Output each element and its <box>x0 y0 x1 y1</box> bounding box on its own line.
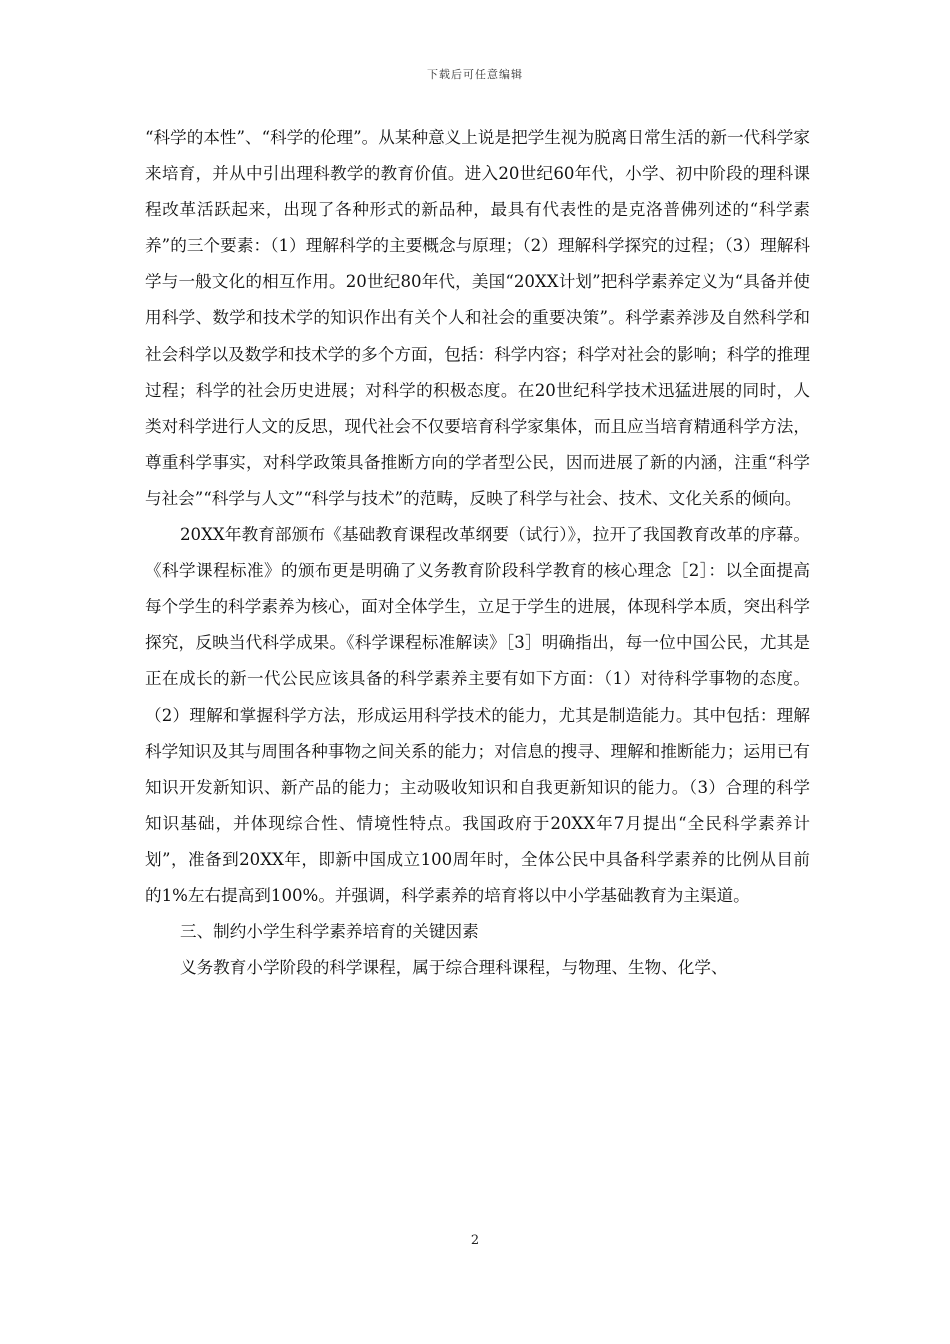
page-header: 下载后可任意编辑 <box>427 68 523 81</box>
paragraph-science-literacy-history: “科学的本性”、“科学的伦理”。从某种意义上说是把学生视为脱离日常生活的新一代科学家来培育，并从中引出理科教学的教育价值。进入20世纪60年代，小学、初中阶段的理科课程改革活跃起来，出现了各种形式的新品种，最具有代表性的是克洛普佛列述的“科学素养”的三个要素：（1）理解科学的主要概念与原理；（2）理解科学探究的过程；（3）理解科学与一般文化的相互作用。20世纪80年代，美国“20XX计划”把科学素养定义为“具备并使用科学、数学和技术学的知识作出有关个人和社会的重要决策”。科学素养涉及自然科学和社会科学以及数学和技术学的多个方面，包括：科学内容；科学对社会的影响；科学的推理过程；科学的社会历史进展；对科学的积极态度。在20世纪科学技术迅猛进展的同时，人类对科学进行人文的反思，现代社会不仅要培育科学家集体，而且应当培育精通科学方法，尊重科学事实，对科学政策具备推断方向的学者型公民，因而进展了新的内涵，注重“科学与社会”“科学与人文”“科学与技术”的范畴，反映了科学与社会、技术、文化关系的倾向。 <box>145 128 810 508</box>
section-heading-key-factors: 三、制约小学生科学素养培育的关键因素 <box>180 922 479 942</box>
document-body <box>145 120 810 986</box>
paragraph-compulsory-education: 义务教育小学阶段的科学课程，属于综合理科课程，与物理、生物、化学、 <box>180 958 728 978</box>
paragraph-curriculum-reform: 20XX年教育部颁布《基础教育课程改革纲要（试行）》，拉开了我国教育改革的序幕。《科学课程标准》的颁布更是明确了义务教育阶段科学教育的核心理念［2］：以全面提高每个学生的科学素养为核心，面对全体学生，立足于学生的进展，体现科学本质，突出科学探究，反映当代科学成果。《科学课程标准解读》［3］明确指出，每一位中国公民，尤其是正在成长的新一代公民应该具备的科学素养主要有如下方面：（1）对待科学事物的态度。（2）理解和掌握科学方法，形成运用科学技术的能力，尤其是制造能力。其中包括：理解科学知识及其与周围各种事物之间关系的能力；对信息的搜寻、理解和推断能力；运用已有知识开发新知识、新产品的能力；主动吸收知识和自我更新知识的能力。（3）合理的科学知识基础，并体现综合性、情境性特点。我国政府于20XX年7月提出“全民科学素养计划”，准备到20XX年，即新中国成立100周年时，全体公民中具备科学素养的比例从目前的1%左右提高到100%。并强调，科学素养的培育将以中小学基础教育为主渠道。 <box>145 525 810 905</box>
page-number: 2 <box>470 1233 480 1248</box>
